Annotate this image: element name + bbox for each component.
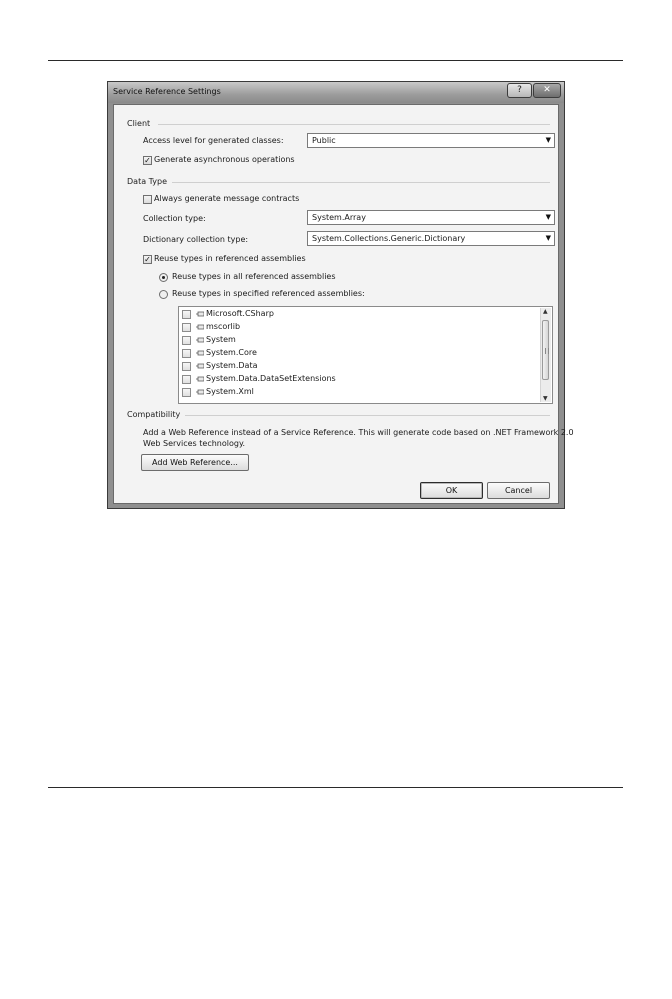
close-button[interactable]: ✕ bbox=[533, 83, 561, 98]
cancel-button[interactable]: Cancel bbox=[487, 482, 550, 499]
chevron-down-icon: ▼ bbox=[545, 234, 551, 242]
dictionary-type-label: Dictionary collection type: bbox=[143, 235, 249, 244]
reuse-types-checkbox[interactable] bbox=[143, 255, 152, 264]
reuse-specified-label: Reuse types in specified referenced assemblies: bbox=[172, 289, 365, 298]
page-bottom-rule bbox=[48, 787, 623, 788]
reuse-types-label: Reuse types in referenced assemblies bbox=[154, 254, 306, 263]
access-level-label: Access level for generated classes: bbox=[143, 136, 284, 145]
assembly-name: System.Xml bbox=[206, 387, 254, 396]
section-client-label: Client bbox=[127, 119, 151, 128]
assembly-reference-icon bbox=[196, 350, 204, 356]
assembly-checkbox[interactable] bbox=[182, 375, 191, 384]
always-generate-checkbox[interactable] bbox=[143, 195, 152, 204]
assembly-checkbox[interactable] bbox=[182, 349, 191, 358]
section-data-type-separator bbox=[172, 182, 550, 183]
scroll-thumb[interactable] bbox=[542, 320, 549, 380]
scroll-up-icon[interactable]: ▲ bbox=[543, 308, 548, 315]
reuse-specified-radio[interactable] bbox=[159, 290, 168, 299]
radio-selected-dot bbox=[162, 276, 165, 279]
referenced-assemblies-list[interactable] bbox=[178, 306, 553, 404]
access-level-dropdown[interactable] bbox=[307, 133, 555, 148]
chevron-down-icon: ▼ bbox=[545, 136, 551, 144]
dialog-content bbox=[113, 104, 574, 504]
assembly-checkbox[interactable] bbox=[182, 323, 191, 332]
assembly-name: Microsoft.CSharp bbox=[206, 309, 274, 318]
add-web-reference-button[interactable]: Add Web Reference... bbox=[141, 454, 249, 471]
dialog-title: Service Reference Settings bbox=[113, 87, 221, 96]
collection-type-label: Collection type: bbox=[143, 214, 206, 223]
checkmark-icon: ✓ bbox=[144, 156, 151, 165]
reuse-all-label: Reuse types in all referenced assemblies bbox=[172, 272, 336, 281]
list-scrollbar[interactable] bbox=[540, 308, 551, 402]
collection-type-value: System.Array bbox=[312, 213, 366, 222]
assembly-checkbox[interactable] bbox=[182, 388, 191, 397]
scroll-down-icon[interactable]: ▼ bbox=[543, 395, 548, 402]
assembly-reference-icon bbox=[196, 363, 204, 369]
assembly-checkbox[interactable] bbox=[182, 310, 191, 319]
generate-async-checkbox[interactable] bbox=[143, 156, 152, 165]
title-bar[interactable] bbox=[108, 82, 564, 103]
assembly-reference-icon bbox=[196, 389, 204, 395]
section-compatibility-separator bbox=[185, 415, 550, 416]
access-level-value: Public bbox=[312, 136, 336, 145]
assembly-reference-icon bbox=[196, 337, 204, 343]
assembly-name: System.Data.DataSetExtensions bbox=[206, 374, 336, 383]
dictionary-type-dropdown[interactable] bbox=[307, 231, 555, 246]
section-compatibility-label: Compatibility bbox=[127, 410, 181, 419]
checkmark-icon: ✓ bbox=[144, 255, 151, 264]
assembly-name: System.Core bbox=[206, 348, 257, 357]
ok-button[interactable]: OK bbox=[420, 482, 483, 499]
compatibility-description-line1: Add a Web Reference instead of a Service Reference. This will generate code based on .NET Framework 2.0 bbox=[143, 428, 574, 437]
scroll-grip-icon bbox=[545, 348, 549, 354]
section-data-type-label: Data Type bbox=[127, 177, 168, 186]
collection-type-dropdown[interactable] bbox=[307, 210, 555, 225]
assembly-checkbox[interactable] bbox=[182, 362, 191, 371]
compatibility-description-line2: Web Services technology. bbox=[143, 439, 246, 448]
assembly-checkbox[interactable] bbox=[182, 336, 191, 345]
always-generate-label: Always generate message contracts bbox=[154, 194, 300, 203]
generate-async-label: Generate asynchronous operations bbox=[154, 155, 295, 164]
service-reference-settings-dialog bbox=[107, 81, 574, 509]
assembly-name: mscorlib bbox=[206, 322, 241, 331]
assembly-reference-icon bbox=[196, 376, 204, 382]
help-button[interactable]: ? bbox=[507, 83, 532, 98]
assembly-name: System.Data bbox=[206, 361, 258, 370]
page-top-rule bbox=[48, 60, 623, 61]
reuse-all-radio[interactable] bbox=[159, 273, 168, 282]
section-client-separator bbox=[158, 124, 550, 125]
assembly-reference-icon bbox=[196, 311, 204, 317]
assembly-name: System bbox=[206, 335, 236, 344]
chevron-down-icon: ▼ bbox=[545, 213, 551, 221]
assembly-reference-icon bbox=[196, 324, 204, 330]
dictionary-type-value: System.Collections.Generic.Dictionary bbox=[312, 234, 466, 243]
